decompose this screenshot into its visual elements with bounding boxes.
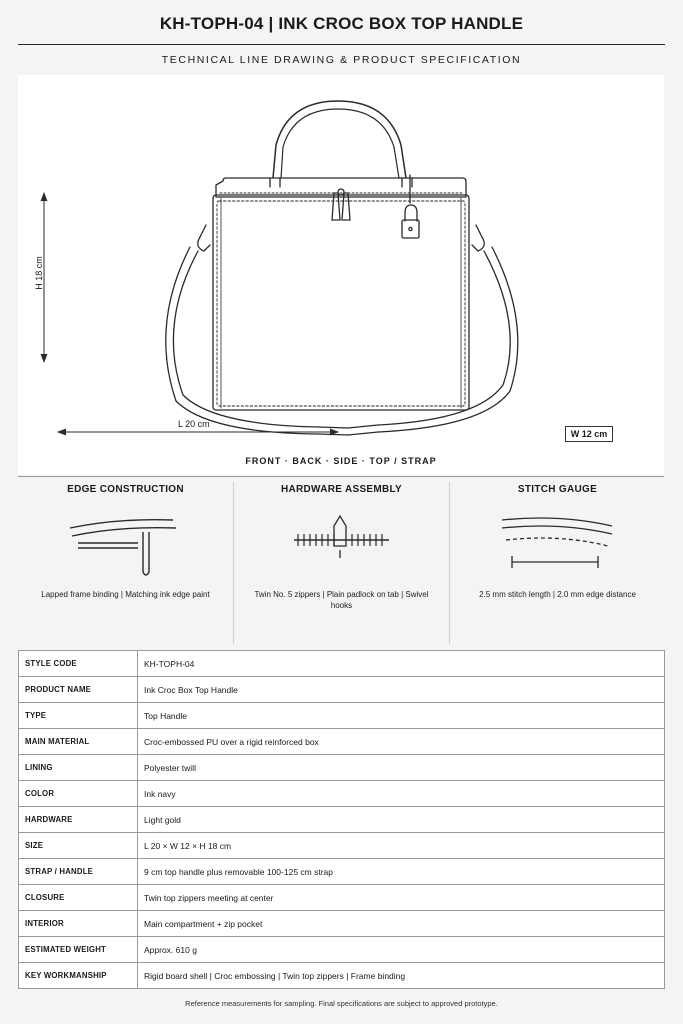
detail-stitch-gauge xyxy=(450,482,665,646)
spec-value: Ink navy xyxy=(138,781,665,807)
bag-line-drawing xyxy=(18,75,664,475)
spec-value: Main compartment + zip pocket xyxy=(138,911,665,937)
spec-key: PRODUCT NAME xyxy=(19,677,138,703)
edge-binding-icon xyxy=(18,506,233,586)
detail-title: HARDWARE ASSEMBLY xyxy=(280,484,403,495)
detail-caption: Lapped frame binding | Matching ink edge paint xyxy=(41,590,210,599)
table-row xyxy=(19,703,665,729)
table-row xyxy=(19,885,665,911)
stitch-gauge-icon xyxy=(450,506,665,586)
strap-right-outer xyxy=(348,247,518,435)
spec-key: HARDWARE xyxy=(19,807,138,833)
height-label: H 18 cm xyxy=(34,256,44,290)
table-row xyxy=(19,781,665,807)
spec-key: ESTIMATED WEIGHT xyxy=(19,937,138,963)
page-subtitle: TECHNICAL LINE DRAWING & PRODUCT SPECIFICATION xyxy=(161,54,522,66)
spec-key: MAIN MATERIAL xyxy=(19,729,138,755)
width-label: W 12 cm xyxy=(565,426,613,442)
strap-right xyxy=(348,251,510,428)
top-handle-inner xyxy=(281,109,399,178)
spec-key: STRAP / HANDLE xyxy=(19,859,138,885)
table-row xyxy=(19,651,665,677)
top-handle xyxy=(273,101,406,178)
spec-key: TYPE xyxy=(19,703,138,729)
table-row xyxy=(19,729,665,755)
spec-table xyxy=(18,650,665,989)
technical-drawing xyxy=(18,75,664,475)
table-row xyxy=(19,807,665,833)
padlock-body xyxy=(402,220,419,238)
detail-title: STITCH GAUGE xyxy=(517,484,598,495)
spec-key: SIZE xyxy=(19,833,138,859)
strap-left-outer xyxy=(166,247,348,435)
spec-key: LINING xyxy=(19,755,138,781)
padlock-shackle xyxy=(405,205,417,221)
spec-value: Approx. 610 g xyxy=(138,937,665,963)
height-arrow-bottom xyxy=(41,354,47,362)
bag-top-panel xyxy=(216,178,466,197)
swivel-hook-left xyxy=(198,225,210,251)
spec-value: 9 cm top handle plus removable 100-125 cm strap xyxy=(138,859,665,885)
spec-key: STYLE CODE xyxy=(19,651,138,677)
padlock-keyhole xyxy=(409,227,412,230)
swivel-hook-right xyxy=(472,225,484,251)
spec-value: Polyester twill xyxy=(138,755,665,781)
table-row xyxy=(19,963,665,989)
table-row xyxy=(19,755,665,781)
footer-note: Reference measurements for sampling. Final specifications are subject to approved prototype. xyxy=(185,999,498,1008)
page-title: KH-TOPH-04 | INK CROC BOX TOP HANDLE xyxy=(159,14,524,33)
section-divider xyxy=(18,476,664,477)
table-row xyxy=(19,833,665,859)
height-arrow-top xyxy=(41,193,47,201)
length-label: L 20 cm xyxy=(178,419,210,429)
spec-value: Rigid board shell | Croc embossing | Twin top zippers | Frame binding xyxy=(138,963,665,989)
detail-title: EDGE CONSTRUCTION xyxy=(67,484,184,495)
table-row xyxy=(19,911,665,937)
spec-value: Light gold xyxy=(138,807,665,833)
spec-value: Top Handle xyxy=(138,703,665,729)
table-row xyxy=(19,859,665,885)
table-row xyxy=(19,937,665,963)
handle-tabs xyxy=(270,178,412,187)
spec-value: Ink Croc Box Top Handle xyxy=(138,677,665,703)
spec-value: KH-TOPH-04 xyxy=(138,651,665,677)
strap-left xyxy=(173,251,348,428)
title-rule xyxy=(18,44,665,45)
zipper-head xyxy=(338,189,344,195)
length-arrow-left xyxy=(58,429,66,435)
spec-value: L 20 × W 12 × H 18 cm xyxy=(138,833,665,859)
spec-key: CLOSURE xyxy=(19,885,138,911)
detail-caption: Twin No. 5 zippers | Plain padlock on tab | Swivel hooks xyxy=(254,590,429,610)
spec-key: INTERIOR xyxy=(19,911,138,937)
spec-value: Croc-embossed PU over a rigid reinforced box xyxy=(138,729,665,755)
spec-key: KEY WORKMANSHIP xyxy=(19,963,138,989)
detail-caption: 2.5 mm stitch length | 2.0 mm edge distance xyxy=(479,590,636,599)
detail-edge-construction xyxy=(18,482,233,646)
bag-body-stitch xyxy=(217,201,465,406)
spec-value: Twin top zippers meeting at center xyxy=(138,885,665,911)
views-label: FRONT · BACK · SIDE · TOP / STRAP xyxy=(245,456,437,466)
detail-hardware-assembly xyxy=(234,482,449,646)
bag-body xyxy=(213,195,469,410)
zipper-icon xyxy=(234,506,449,586)
spec-key: COLOR xyxy=(19,781,138,807)
table-row xyxy=(19,677,665,703)
